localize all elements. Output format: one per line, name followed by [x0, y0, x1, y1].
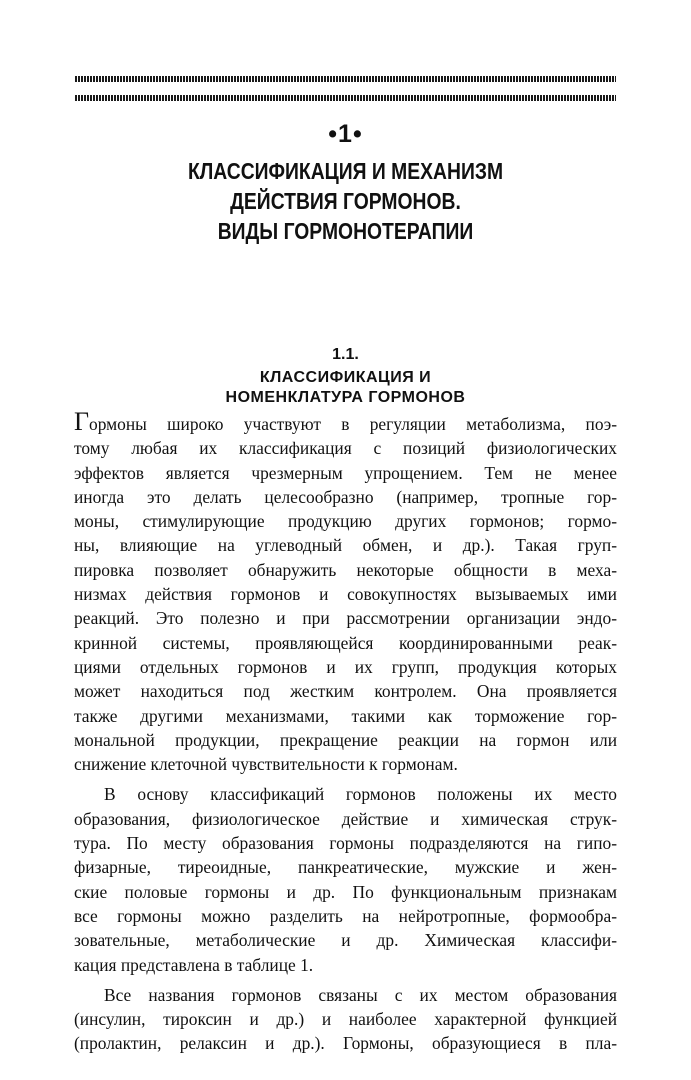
- paragraph-line: (пролактин, релаксин и др.). Гормоны, образующиеся в пла-: [74, 1033, 617, 1054]
- paragraph-line: ские половые гормоны и др. По функциональным признакам: [74, 881, 617, 902]
- paragraph-initial: Г: [74, 407, 90, 436]
- section-title-line: НОМЕНКЛАТУРА ГОРМОНОВ: [225, 389, 466, 406]
- paragraph-line: физарные, тиреоидные, панкреатические, мужские и жен-: [74, 857, 617, 878]
- paragraph-line: может находиться под жестким контролем. Она проявляется: [74, 681, 617, 702]
- paragraph-line: образования, физиологическое действие и химическая струк-: [74, 808, 617, 829]
- paragraph-line: ны, влияющие на углеводный обмен, и др.). Такая груп-: [74, 535, 617, 556]
- section-title-line: КЛАССИФИКАЦИЯ И: [259, 369, 432, 386]
- paragraph-line: все гормоны можно разделить на нейротропные, формообра-: [74, 905, 617, 926]
- paragraph-line: эффектов является чрезмерным упрощением. Тем не менее: [74, 462, 617, 483]
- chapter-title-line: ВИДЫ ГОРМОНОТЕРАПИИ: [217, 218, 474, 244]
- paragraph-line: также другими механизмами, такими как торможение гор-: [74, 705, 617, 726]
- paragraph-line: низмах действия гормонов и совокупностях вызываемых ими: [74, 584, 617, 605]
- paragraph-line: пировка позволяет обнаружить некоторые общности в меха-: [74, 559, 617, 580]
- paragraph-line: тура. По месту образования гормоны подразделяются на гипо-: [74, 833, 617, 854]
- decorative-rule-bottom: [75, 95, 616, 101]
- body-text: [74, 407, 617, 1056]
- paragraph-line: моны, стимулирующие продукцию других гормонов; гормо-: [74, 511, 617, 532]
- paragraph-line-text: ормоны широко участвуют в регуляции метаболизма, поэ-: [89, 414, 617, 434]
- paragraph-line: реакций. Это полезно и при рассмотрении организации эндо-: [74, 608, 617, 629]
- paragraph-line: В основу классификаций гормонов положены их место: [104, 784, 617, 805]
- chapter-title-line: ДЕЙСТВИЯ ГОРМОНОВ.: [230, 188, 461, 214]
- paragraph-line: кация представлена в таблице 1.: [74, 954, 314, 975]
- chapter-title: [106, 156, 586, 246]
- paragraph-line: зовательные, метаболические и др. Химическая классифи-: [74, 930, 617, 951]
- section-title: [60, 368, 631, 408]
- paragraph-line: иногда это делать целесообразно (например, тропные гор-: [74, 486, 617, 507]
- chapter-number: •1•: [328, 120, 363, 148]
- section-number: 1.1.: [332, 346, 359, 363]
- decorative-rule-top: [75, 76, 616, 82]
- paragraph-line: снижение клеточной чувствительности к гормонам.: [74, 754, 458, 775]
- paragraph-line: тому любая их классификация с позиций физиологических: [74, 438, 617, 459]
- paragraph-line: (инсулин, тироксин и др.) и наиболее характерной функцией: [74, 1009, 617, 1030]
- chapter-title-line: КЛАССИФИКАЦИЯ И МЕХАНИЗМ: [187, 158, 504, 184]
- paragraph-line: [74, 407, 617, 436]
- paragraph-line: Все названия гормонов связаны с их местом образования: [104, 984, 617, 1005]
- paragraph-line: циями отдельных гормонов и их групп, продукция которых: [74, 656, 617, 677]
- paragraph-line: кринной системы, проявляющейся координированными реак-: [74, 632, 617, 653]
- paragraph-line: мональной продукции, прекращение реакции на гормон или: [74, 729, 617, 750]
